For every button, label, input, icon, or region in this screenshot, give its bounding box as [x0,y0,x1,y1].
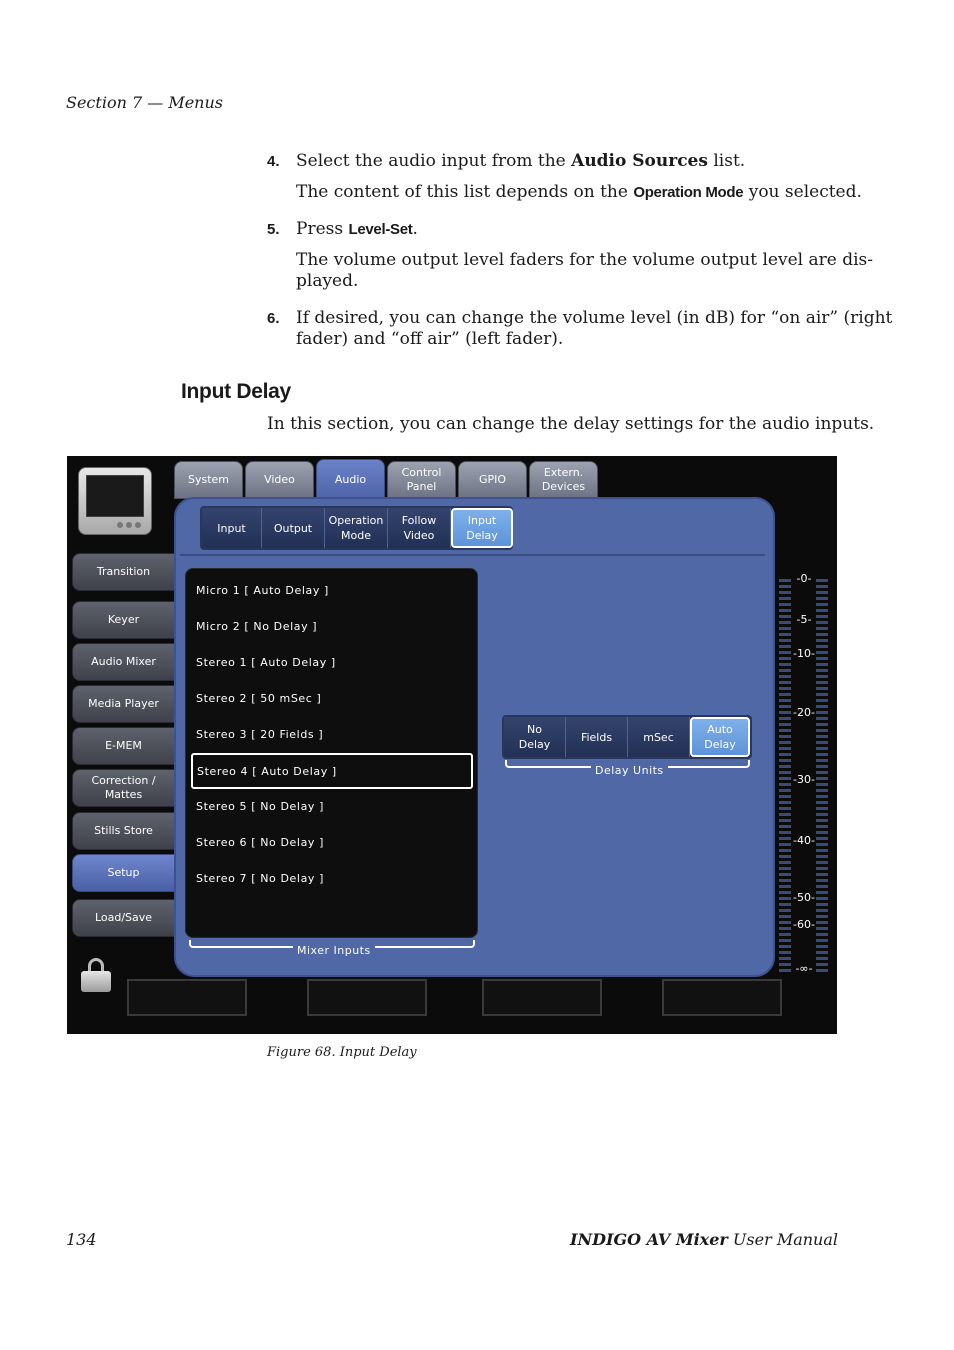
tab-gpio[interactable]: GPIO [458,461,527,499]
meter-segment [816,579,828,582]
sidebar-item-audio-mixer[interactable]: Audio Mixer [72,643,175,681]
meter-segment [779,837,791,840]
meter-segment [779,771,791,774]
meter-segment [816,705,828,708]
list-item[interactable]: Micro 2 [ No Delay ] [196,620,318,633]
meter-segment [816,813,828,816]
step-text: Select the audio input from the Audio Sources list. [296,151,746,171]
meter-segment [779,807,791,810]
sidebar-item-e-mem[interactable]: E-MEM [72,727,175,765]
meter-segment [779,711,791,714]
meter-segment [779,729,791,732]
meter-segment [779,969,791,972]
meter-segment [816,885,828,888]
meter-segment [779,921,791,924]
meter-segment [779,597,791,600]
meter-segment [779,777,791,780]
sidebar-item-transition[interactable]: Transition [72,553,175,591]
subtab-output[interactable]: Output [262,508,325,548]
meter-segment [779,609,791,612]
monitor-icon [78,467,152,535]
meter-segment [816,693,828,696]
meter-segment [779,615,791,618]
meter-segment [779,585,791,588]
meter-segment [779,693,791,696]
meter-segment [779,681,791,684]
meter-segment [816,771,828,774]
meter-segment [779,753,791,756]
meter-segment [779,849,791,852]
running-header: Section 7 — Menus [66,93,223,112]
meter-segment [779,717,791,720]
meter-segment [816,645,828,648]
meter-segment [816,759,828,762]
lock-icon[interactable] [81,958,111,992]
meter-segment [816,945,828,948]
meter-segment [816,675,828,678]
subtab-input[interactable]: Input [202,508,262,548]
tab-control-panel[interactable]: Control Panel [387,461,456,499]
meter-segment [816,753,828,756]
meter-segment [779,765,791,768]
tab-audio[interactable]: Audio [316,459,385,501]
meter-segment [816,951,828,954]
meter-segment [816,879,828,882]
meter-segment [779,591,791,594]
meter-segment [816,663,828,666]
bottom-slot[interactable] [482,979,602,1016]
meter-segment [816,585,828,588]
meter-segment [816,837,828,840]
meter-segment [779,951,791,954]
meter-segment [816,957,828,960]
meter-segment [779,747,791,750]
meter-tick-label: -5- [796,613,812,626]
delay-msec-button[interactable]: mSec [628,717,690,757]
meter-segment [816,633,828,636]
meter-segment [816,729,828,732]
meter-segment [816,765,828,768]
subtab-follow-video[interactable]: Follow Video [388,508,451,548]
list-item[interactable]: Stereo 7 [ No Delay ] [196,872,325,885]
meter-segment [816,897,828,900]
sidebar-item-correction-mattes[interactable]: Correction / Mattes [72,769,175,807]
bottom-slot[interactable] [307,979,427,1016]
meter-segment [779,663,791,666]
meter-segment [779,819,791,822]
meter-segment [779,933,791,936]
meter-segment [816,891,828,894]
meter-segment [816,921,828,924]
list-item[interactable]: Micro 1 [ Auto Delay ] [196,584,329,597]
meter-segment [779,897,791,900]
meter-segment [816,603,828,606]
meter-segment [779,915,791,918]
meter-segment [816,795,828,798]
meter-segment [779,759,791,762]
meter-segment [779,651,791,654]
sidebar-item-keyer[interactable]: Keyer [72,601,175,639]
meter-segment [816,801,828,804]
list-item[interactable]: Stereo 6 [ No Delay ] [196,836,325,849]
meter-segment [816,843,828,846]
meter-segment [816,777,828,780]
meter-segment [816,789,828,792]
meter-segment [816,681,828,684]
meter-segment [816,915,828,918]
step-number: 5. [267,221,280,238]
meter-segment [816,969,828,972]
sidebar-item-load-save[interactable]: Load/Save [72,899,175,937]
list-item-selected[interactable]: Stereo 4 [ Auto Delay ] [191,753,473,789]
meter-segment [816,963,828,966]
footer-title: INDIGO AV Mixer User Manual [570,1230,838,1249]
bottom-slot[interactable] [662,979,782,1016]
step-text: If desired, you can change the volume level (in dB) for “on air” (right fader) and “off air” (left fader). [296,308,893,349]
meter-segment [779,735,791,738]
meter-segment [779,873,791,876]
meter-segment [816,873,828,876]
section-intro: In this section, you can change the delay settings for the audio inputs. [267,414,875,434]
meter-segment [779,861,791,864]
meter-segment [816,669,828,672]
divider [180,554,765,556]
step-number: 4. [267,153,280,170]
meter-segment [779,627,791,630]
meter-segment [779,645,791,648]
delay-units-bar [502,715,752,759]
meter-segment [816,927,828,930]
meter-segment [779,891,791,894]
meter-segment [816,909,828,912]
meter-segment [779,825,791,828]
tab-video[interactable]: Video [245,461,314,499]
meter-tick-label: -40- [793,834,815,847]
meter-segment [779,957,791,960]
tab-system[interactable]: System [174,461,243,499]
step-number: 6. [267,310,280,327]
meter-segment [779,945,791,948]
meter-segment [779,801,791,804]
meter-segment [779,603,791,606]
level-meter [779,574,831,974]
meter-segment [779,795,791,798]
step-note: The volume output level faders for the volume output level are dis- played. [296,250,873,291]
meter-segment [779,639,791,642]
meter-segment [816,597,828,600]
meter-tick-label: -60- [793,918,815,931]
meter-segment [816,723,828,726]
meter-segment [779,621,791,624]
step-note: The content of this list depends on the Operation Mode you selected. [296,182,862,202]
meter-segment [779,687,791,690]
meter-segment [816,831,828,834]
meter-segment [779,963,791,966]
meter-segment [779,675,791,678]
meter-segment [779,939,791,942]
page-number: 134 [66,1230,97,1249]
meter-segment [779,867,791,870]
meter-segment [779,579,791,582]
list-item[interactable]: Stereo 3 [ 20 Fields ] [196,728,324,741]
meter-segment [779,669,791,672]
meter-segment [816,657,828,660]
meter-segment [779,903,791,906]
meter-segment [779,741,791,744]
meter-segment [816,747,828,750]
meter-segment [779,723,791,726]
subtab-input-delay[interactable]: Input Delay [451,508,513,548]
meter-segment [779,909,791,912]
meter-segment [779,879,791,882]
meter-segment [779,843,791,846]
meter-segment [816,699,828,702]
meter-segment [816,855,828,858]
meter-segment [816,639,828,642]
step-text: Press Level-Set. [296,219,418,239]
delay-auto-delay-button[interactable]: Auto Delay [690,717,750,757]
meter-segment [779,831,791,834]
meter-segment [779,783,791,786]
input-delay-screenshot [67,456,837,1034]
meter-segment [816,861,828,864]
meter-segment [816,591,828,594]
list-item[interactable]: Stereo 1 [ Auto Delay ] [196,656,336,669]
meter-segment [816,615,828,618]
subtab-operation-mode[interactable]: Operation Mode [325,508,388,548]
meter-segment [779,927,791,930]
meter-segment [816,903,828,906]
meter-tick-label: -0- [796,572,812,585]
meter-segment [779,885,791,888]
subtab-bar [200,506,513,550]
meter-segment [816,783,828,786]
meter-segment [816,933,828,936]
meter-segment [816,711,828,714]
meter-segment [816,717,828,720]
meter-segment [816,741,828,744]
meter-tick-label: -50- [793,891,815,904]
delay-no-delay-button[interactable]: No Delay [504,717,566,757]
delay-fields-button[interactable]: Fields [566,717,628,757]
list-item[interactable]: Stereo 2 [ 50 mSec ] [196,692,322,705]
meter-tick-label: -30- [793,773,815,786]
meter-segment [779,633,791,636]
list-item[interactable]: Stereo 5 [ No Delay ] [196,800,325,813]
mixer-inputs-label: Mixer Inputs [293,944,375,957]
meter-segment [779,813,791,816]
meter-segment [816,807,828,810]
meter-segment [816,819,828,822]
figure-caption: Figure 68. Input Delay [267,1045,417,1060]
meter-segment [816,849,828,852]
sidebar-item-media-player[interactable]: Media Player [72,685,175,723]
meter-segment [816,867,828,870]
mixer-inputs-list[interactable] [185,568,478,938]
sidebar-item-stills-store[interactable]: Stills Store [72,812,175,850]
meter-segment [816,939,828,942]
meter-segment [779,699,791,702]
meter-segment [816,627,828,630]
meter-tick-label: -20- [793,706,815,719]
meter-segment [816,621,828,624]
meter-segment [779,789,791,792]
meter-segment [816,609,828,612]
meter-segment [779,705,791,708]
meter-tick-label: -∞- [795,962,813,975]
bottom-slot[interactable] [127,979,247,1016]
meter-segment [779,855,791,858]
tab-extern-devices[interactable]: Extern. Devices [529,461,598,499]
meter-segment [816,651,828,654]
sidebar-item-setup[interactable]: Setup [72,854,175,892]
meter-segment [816,687,828,690]
meter-tick-label: -10- [793,647,815,660]
meter-segment [779,657,791,660]
meter-segment [816,735,828,738]
delay-units-label: Delay Units [591,764,668,777]
meter-segment [816,825,828,828]
section-heading: Input Delay [181,380,291,403]
